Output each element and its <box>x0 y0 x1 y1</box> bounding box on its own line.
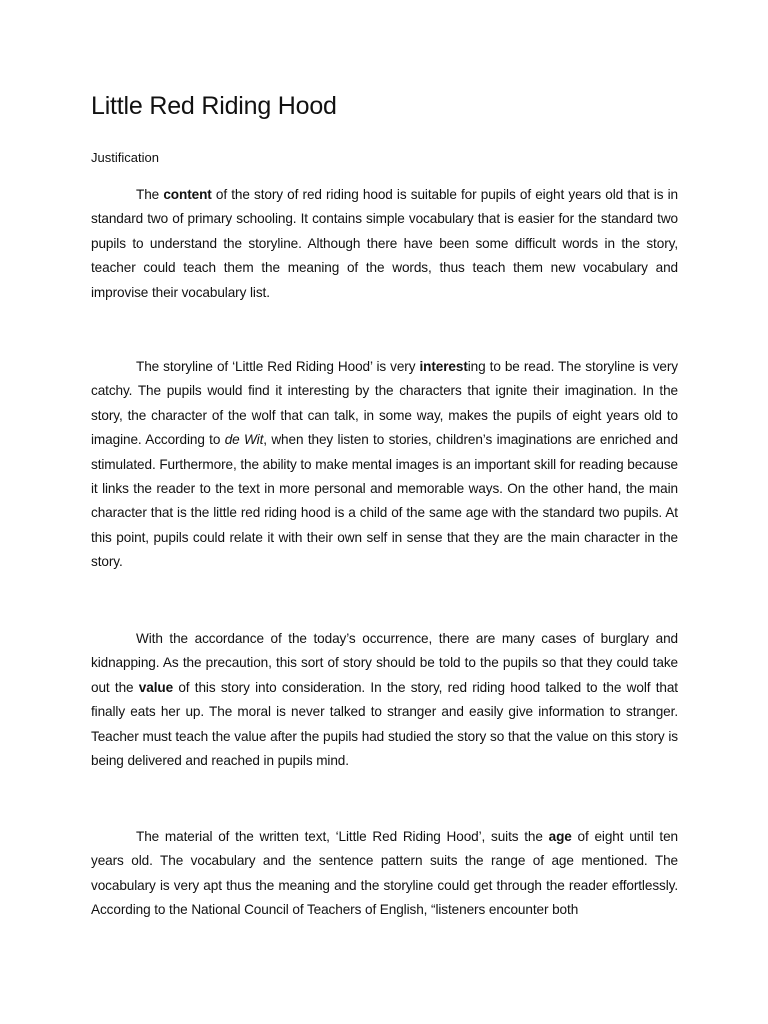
paragraph-text: The <box>136 187 164 202</box>
emphasis-content: content <box>163 187 212 202</box>
paragraph-text: The storyline of ‘Little Red Riding Hood’ is very <box>136 359 420 374</box>
paragraph-text: , when they listen to stories, children’s imaginations are enriched and stimulated. Furthermore, the ability to make mental images is an important skill for reading because it links the reader to the text in more personal and memorable ways. On the other hand, the main character that is the little red riding hood is a child of the same age with the standard two pupils. At this point, pupils could relate it with their own self in sense that they are the main character in the story. <box>91 432 678 570</box>
paragraph-text: With the accordance of the today’s occurrence, there are many cases of burglary and kidnapping. As the precaution, this sort of story should be told to the pupils so that they could take out the <box>91 631 678 695</box>
emphasis-value: value <box>138 679 174 695</box>
paragraph-text: of the story of red riding hood is suitable for pupils of eight years old that is in standard two of primary schooling. It contains simple vocabulary that is easier for the standard two pupils to understand the storyline. Although there have been some difficult words in the story, teacher could teach them the meaning of the words, thus teach them new vocabulary and improvise their vocabulary list. <box>91 187 678 300</box>
citation-de-wit: de Wit <box>224 432 264 448</box>
paragraph-text: ing to be read. The storyline is very catchy. The pupils would find it interesting by the characters that ignite their imagination. In the story, the character of the wolf that can talk, in some way, makes the pupils of eight years old to imagine. According to <box>91 359 678 448</box>
paragraph-text: of this story into consideration. In the story, red riding hood talked to the wolf that finally eats her up. The moral is never talked to stranger and easily give information to stranger. Teacher must teach the value after the pupils had studied the story so that the value on this story is being delivered and reached in pupils mind. <box>91 679 678 769</box>
paragraph-interest <box>91 355 678 575</box>
document-title: Little Red Riding Hood <box>91 92 337 120</box>
paragraph-text: The material of the written text, ‘Little Red Riding Hood’, suits the <box>136 829 549 844</box>
paragraph-value <box>91 627 678 773</box>
emphasis-interest: interest <box>419 359 468 374</box>
section-heading: Justification <box>91 150 159 165</box>
paragraph-age <box>91 825 678 923</box>
emphasis-age: age <box>548 829 572 844</box>
paragraph-content <box>91 183 678 305</box>
paragraph-text: of eight until ten years old. The vocabulary and the sentence pattern suits the range of age mentioned. The vocabulary is very apt thus the meaning and the storyline could get through the reader effortlessly. According to the National Council of Teachers of English, “listeners encounter both <box>91 829 679 918</box>
